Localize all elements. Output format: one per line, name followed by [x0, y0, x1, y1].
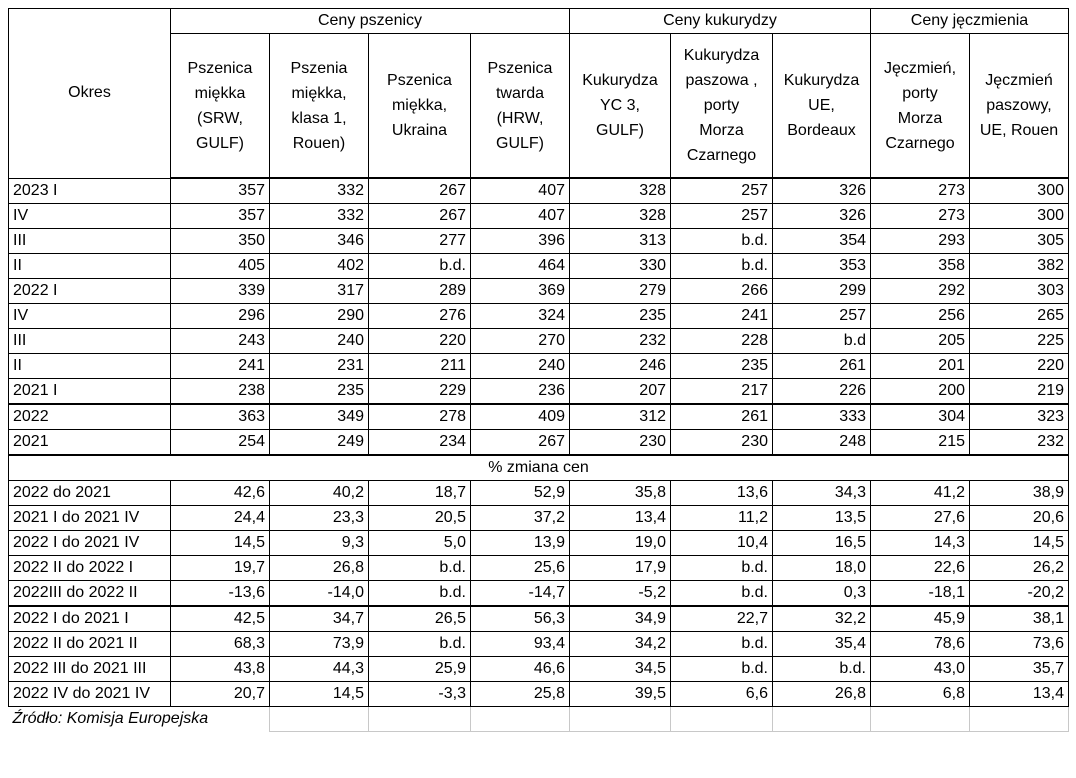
table-row — [9, 279, 1069, 304]
group-header-pszenica: Ceny pszenicy — [171, 9, 570, 34]
column-header-line: porty — [902, 84, 938, 102]
cell-value: 300 — [970, 204, 1069, 229]
cell-value: -14,0 — [270, 581, 369, 607]
cell-value: 20,7 — [171, 682, 270, 707]
cell-value: 68,3 — [171, 632, 270, 657]
cell-value: 200 — [871, 379, 970, 405]
cell-value: 240 — [471, 354, 570, 379]
row-label: 2022 — [9, 404, 171, 430]
row-label: 2022 do 2021 — [9, 481, 171, 506]
column-header-line: miękka — [194, 84, 246, 102]
cell-value: 290 — [270, 304, 369, 329]
cell-value: 35,4 — [773, 632, 871, 657]
cell-value: 14,5 — [270, 682, 369, 707]
column-header-0 — [171, 34, 270, 179]
cell-value: 14,5 — [171, 531, 270, 556]
cell-value: 10,4 — [671, 531, 773, 556]
cell-value: 246 — [570, 354, 671, 379]
table-row — [9, 606, 1069, 632]
cell-value: 35,8 — [570, 481, 671, 506]
column-header-line: Kukurydza — [783, 72, 860, 89]
section-row — [9, 455, 1069, 481]
cell-value: 238 — [171, 379, 270, 405]
cell-value: 20,6 — [970, 506, 1069, 531]
cell-value: 349 — [270, 404, 369, 430]
cell-value: 243 — [171, 329, 270, 354]
cell-value: 37,2 — [471, 506, 570, 531]
cell-value: b.d. — [671, 254, 773, 279]
column-header-line: Czarnego — [885, 134, 955, 152]
column-header-6 — [773, 34, 871, 179]
column-header-line: GULF) — [496, 134, 544, 152]
cell-value: 267 — [369, 204, 471, 229]
cell-value: 293 — [871, 229, 970, 254]
cell-value: 228 — [671, 329, 773, 354]
cell-value: 56,3 — [471, 606, 570, 632]
row-label: 2023 I — [9, 178, 171, 204]
column-header-3 — [471, 34, 570, 179]
row-label: 2022 I — [9, 279, 171, 304]
cell-value: 300 — [970, 178, 1069, 204]
cell-value: 332 — [270, 204, 369, 229]
section-title: % zmiana cen — [9, 455, 1069, 481]
cell-value: 235 — [570, 304, 671, 329]
column-header-line: Morza — [897, 109, 943, 127]
table-row — [9, 581, 1069, 607]
group-header-jeczmien: Ceny jęczmienia — [871, 9, 1069, 34]
cell-value: 6,8 — [871, 682, 970, 707]
cell-value: 256 — [871, 304, 970, 329]
row-label: 2022III do 2022 II — [9, 581, 171, 607]
cell-value: 333 — [773, 404, 871, 430]
column-header-line: Kukurydza — [683, 47, 760, 64]
cell-value: 230 — [671, 430, 773, 456]
cell-value: 18,7 — [369, 481, 471, 506]
table-row — [9, 531, 1069, 556]
cell-value: b.d. — [369, 254, 471, 279]
cell-value: 5,0 — [369, 531, 471, 556]
table-row — [9, 254, 1069, 279]
cell-value: 25,8 — [471, 682, 570, 707]
cell-value: 45,9 — [871, 606, 970, 632]
cell-value: -20,2 — [970, 581, 1069, 607]
table-row — [9, 632, 1069, 657]
cell-value: 261 — [773, 354, 871, 379]
column-header-line: GULF) — [596, 122, 644, 139]
cell-value: 14,3 — [871, 531, 970, 556]
cell-value: 26,8 — [270, 556, 369, 581]
cell-value: 26,8 — [773, 682, 871, 707]
cell-value: 219 — [970, 379, 1069, 405]
cell-value: 43,0 — [871, 657, 970, 682]
cell-value: 235 — [270, 379, 369, 405]
column-header-line: Kukurydza — [582, 72, 658, 89]
cell-value: b.d. — [671, 581, 773, 607]
cell-value: b.d — [773, 329, 871, 354]
cell-value: 257 — [671, 204, 773, 229]
cell-value: 52,9 — [471, 481, 570, 506]
row-label: 2021 — [9, 430, 171, 456]
cell-value: 42,5 — [171, 606, 270, 632]
row-label: 2021 I do 2021 IV — [9, 506, 171, 531]
cell-value: 11,2 — [671, 506, 773, 531]
cell-value: 464 — [471, 254, 570, 279]
cell-value: -5,2 — [570, 581, 671, 607]
group-header-kukurydza: Ceny kukurydzy — [570, 9, 871, 34]
column-header-line: klasa 1, — [291, 109, 347, 127]
cell-value: 396 — [471, 229, 570, 254]
row-label: II — [9, 354, 171, 379]
cell-value: 0,3 — [773, 581, 871, 607]
cell-value: b.d. — [369, 632, 471, 657]
column-header-1 — [270, 34, 369, 179]
cell-value: 409 — [471, 404, 570, 430]
cell-value: 323 — [970, 404, 1069, 430]
cell-value: 234 — [369, 430, 471, 456]
column-header-line: Pszenica — [187, 59, 253, 77]
cell-value: 23,3 — [270, 506, 369, 531]
cell-value: 248 — [773, 430, 871, 456]
cell-value: 226 — [773, 379, 871, 405]
cell-value: 357 — [171, 178, 270, 204]
cell-value: 332 — [270, 178, 369, 204]
cell-value: 324 — [471, 304, 570, 329]
column-header-line: Jęczmień — [985, 72, 1053, 89]
cell-value: 236 — [471, 379, 570, 405]
cell-value: 350 — [171, 229, 270, 254]
column-header-line: twarda — [495, 84, 545, 102]
cell-value: 405 — [171, 254, 270, 279]
cell-value: 304 — [871, 404, 970, 430]
cell-value: 25,6 — [471, 556, 570, 581]
table-row — [9, 329, 1069, 354]
cell-value: 34,7 — [270, 606, 369, 632]
table-row — [9, 229, 1069, 254]
cell-value: 38,1 — [970, 606, 1069, 632]
column-header-line: UE, — [808, 97, 835, 114]
cell-value: 205 — [871, 329, 970, 354]
cell-value: 326 — [773, 178, 871, 204]
column-header-line: Bordeaux — [787, 122, 856, 139]
cell-value: 73,9 — [270, 632, 369, 657]
table-row — [9, 379, 1069, 405]
cell-value: 261 — [671, 404, 773, 430]
cell-value: 44,3 — [270, 657, 369, 682]
row-label: 2022 I do 2021 I — [9, 606, 171, 632]
cell-value: b.d. — [671, 657, 773, 682]
cell-value: 328 — [570, 178, 671, 204]
table-row — [9, 657, 1069, 682]
cell-value: 357 — [171, 204, 270, 229]
cell-value: 346 — [270, 229, 369, 254]
row-label: 2022 II do 2021 II — [9, 632, 171, 657]
table-row — [9, 404, 1069, 430]
column-header-line: Pszenica — [487, 59, 553, 77]
cell-value: 313 — [570, 229, 671, 254]
cell-value: 18,0 — [773, 556, 871, 581]
cell-value: 43,8 — [171, 657, 270, 682]
cell-value: 382 — [970, 254, 1069, 279]
column-header-line: UE, Rouen — [979, 122, 1059, 139]
row-label: 2022 I do 2021 IV — [9, 531, 171, 556]
cell-value: 257 — [671, 178, 773, 204]
table-row — [9, 682, 1069, 707]
cell-value: 201 — [871, 354, 970, 379]
column-header-line: (SRW, — [197, 109, 243, 127]
cell-value: 13,4 — [570, 506, 671, 531]
cell-value: 299 — [773, 279, 871, 304]
column-header-line: Jęczmień, — [883, 59, 957, 77]
cell-value: 22,7 — [671, 606, 773, 632]
column-header-line: Pszenica — [387, 72, 452, 89]
column-header-2 — [369, 34, 471, 179]
column-header-line: Ukraina — [391, 122, 448, 139]
column-header-line: miękka, — [391, 97, 448, 114]
cell-value: 13,4 — [970, 682, 1069, 707]
column-header-line: miękka, — [291, 84, 347, 102]
cell-value: 46,6 — [471, 657, 570, 682]
cell-value: 267 — [369, 178, 471, 204]
cell-value: 73,6 — [970, 632, 1069, 657]
cell-value: 14,5 — [970, 531, 1069, 556]
row-label: 2021 I — [9, 379, 171, 405]
cell-value: 369 — [471, 279, 570, 304]
cell-value: 326 — [773, 204, 871, 229]
row-label: IV — [9, 304, 171, 329]
column-header-line: Morza — [699, 122, 744, 139]
cell-value: 40,2 — [270, 481, 369, 506]
cell-value: 235 — [671, 354, 773, 379]
row-label: 2022 IV do 2021 IV — [9, 682, 171, 707]
cell-value: 330 — [570, 254, 671, 279]
cell-value: 217 — [671, 379, 773, 405]
cell-value: 32,2 — [773, 606, 871, 632]
changes-body — [9, 481, 1069, 707]
cell-value: 249 — [270, 430, 369, 456]
cell-value: 19,0 — [570, 531, 671, 556]
column-header-8 — [970, 34, 1069, 179]
cell-value: 407 — [471, 178, 570, 204]
cell-value: 24,4 — [171, 506, 270, 531]
column-header-line: GULF) — [196, 134, 244, 152]
table-row — [9, 354, 1069, 379]
cell-value: 26,5 — [369, 606, 471, 632]
cell-value: 273 — [871, 204, 970, 229]
cell-value: 273 — [871, 178, 970, 204]
cell-value: 78,6 — [871, 632, 970, 657]
table-row — [9, 178, 1069, 204]
cell-value: 13,5 — [773, 506, 871, 531]
cell-value: b.d. — [671, 229, 773, 254]
cell-value: 42,6 — [171, 481, 270, 506]
cell-value: 305 — [970, 229, 1069, 254]
cell-value: 254 — [171, 430, 270, 456]
cell-value: -14,7 — [471, 581, 570, 607]
cell-value: 402 — [270, 254, 369, 279]
column-header-line: porty — [703, 97, 740, 114]
column-header-7 — [871, 34, 970, 179]
cell-value: 279 — [570, 279, 671, 304]
cell-value: 34,2 — [570, 632, 671, 657]
cell-value: 38,9 — [970, 481, 1069, 506]
cell-value: 312 — [570, 404, 671, 430]
cell-value: 353 — [773, 254, 871, 279]
row-label: 2022 II do 2022 I — [9, 556, 171, 581]
row-label: III — [9, 329, 171, 354]
cell-value: 13,9 — [471, 531, 570, 556]
cell-value: 278 — [369, 404, 471, 430]
cell-value: 363 — [171, 404, 270, 430]
cell-value: 257 — [773, 304, 871, 329]
column-header-5 — [671, 34, 773, 179]
cell-value: 207 — [570, 379, 671, 405]
table-row — [9, 556, 1069, 581]
cell-value: b.d. — [369, 556, 471, 581]
column-header-line: Pszenia — [290, 59, 348, 77]
cell-value: 303 — [970, 279, 1069, 304]
cell-value: 9,3 — [270, 531, 369, 556]
cell-value: 211 — [369, 354, 471, 379]
cell-value: 354 — [773, 229, 871, 254]
cell-value: 267 — [471, 430, 570, 456]
cell-value: 289 — [369, 279, 471, 304]
row-label: III — [9, 229, 171, 254]
cell-value: 6,6 — [671, 682, 773, 707]
cell-value: 25,9 — [369, 657, 471, 682]
okres-header: Okres — [9, 9, 171, 179]
cell-value: b.d. — [671, 632, 773, 657]
cell-value: 20,5 — [369, 506, 471, 531]
cell-value: 232 — [570, 329, 671, 354]
cell-value: 19,7 — [171, 556, 270, 581]
column-header-4 — [570, 34, 671, 179]
cell-value: 232 — [970, 430, 1069, 456]
cell-value: 276 — [369, 304, 471, 329]
cell-value: 17,9 — [570, 556, 671, 581]
cell-value: 35,7 — [970, 657, 1069, 682]
row-label: II — [9, 254, 171, 279]
cell-value: 34,3 — [773, 481, 871, 506]
table-row — [9, 204, 1069, 229]
cell-value: 265 — [970, 304, 1069, 329]
cell-value: 229 — [369, 379, 471, 405]
cell-value: 266 — [671, 279, 773, 304]
cell-value: 230 — [570, 430, 671, 456]
column-header-line: paszowa , — [685, 72, 758, 89]
cell-value: 339 — [171, 279, 270, 304]
cell-value: 277 — [369, 229, 471, 254]
table-row — [9, 430, 1069, 456]
price-table — [8, 8, 1069, 732]
cell-value: 93,4 — [471, 632, 570, 657]
cell-value: 292 — [871, 279, 970, 304]
cell-value: b.d. — [773, 657, 871, 682]
cell-value: 16,5 — [773, 531, 871, 556]
column-header-line: paszowy, — [986, 97, 1052, 114]
column-header-line: YC 3, — [599, 97, 640, 114]
column-header-line: Czarnego — [686, 147, 757, 164]
cell-value: 317 — [270, 279, 369, 304]
cell-value: -13,6 — [171, 581, 270, 607]
column-header-line: Rouen) — [292, 134, 346, 152]
column-header-line: (HRW, — [496, 109, 544, 127]
cell-value: 13,6 — [671, 481, 773, 506]
cell-value: 328 — [570, 204, 671, 229]
table-row — [9, 481, 1069, 506]
row-label: 2022 III do 2021 III — [9, 657, 171, 682]
cell-value: 407 — [471, 204, 570, 229]
cell-value: 270 — [471, 329, 570, 354]
table-row — [9, 304, 1069, 329]
cell-value: 241 — [171, 354, 270, 379]
source-note: Źródło: Komisja Europejska — [9, 707, 270, 732]
cell-value: 358 — [871, 254, 970, 279]
row-label: IV — [9, 204, 171, 229]
cell-value: 296 — [171, 304, 270, 329]
source-row — [9, 707, 1069, 732]
cell-value: 241 — [671, 304, 773, 329]
cell-value: 240 — [270, 329, 369, 354]
cell-value: -3,3 — [369, 682, 471, 707]
table-row — [9, 506, 1069, 531]
cell-value: 220 — [970, 354, 1069, 379]
cell-value: 34,5 — [570, 657, 671, 682]
cell-value: -18,1 — [871, 581, 970, 607]
cell-value: 26,2 — [970, 556, 1069, 581]
cell-value: 231 — [270, 354, 369, 379]
cell-value: 39,5 — [570, 682, 671, 707]
cell-value: 225 — [970, 329, 1069, 354]
cell-value: 41,2 — [871, 481, 970, 506]
cell-value: 34,9 — [570, 606, 671, 632]
cell-value: b.d. — [671, 556, 773, 581]
cell-value: 220 — [369, 329, 471, 354]
cell-value: 22,6 — [871, 556, 970, 581]
cell-value: 215 — [871, 430, 970, 456]
prices-body — [9, 178, 1069, 455]
cell-value: b.d. — [369, 581, 471, 607]
cell-value: 27,6 — [871, 506, 970, 531]
